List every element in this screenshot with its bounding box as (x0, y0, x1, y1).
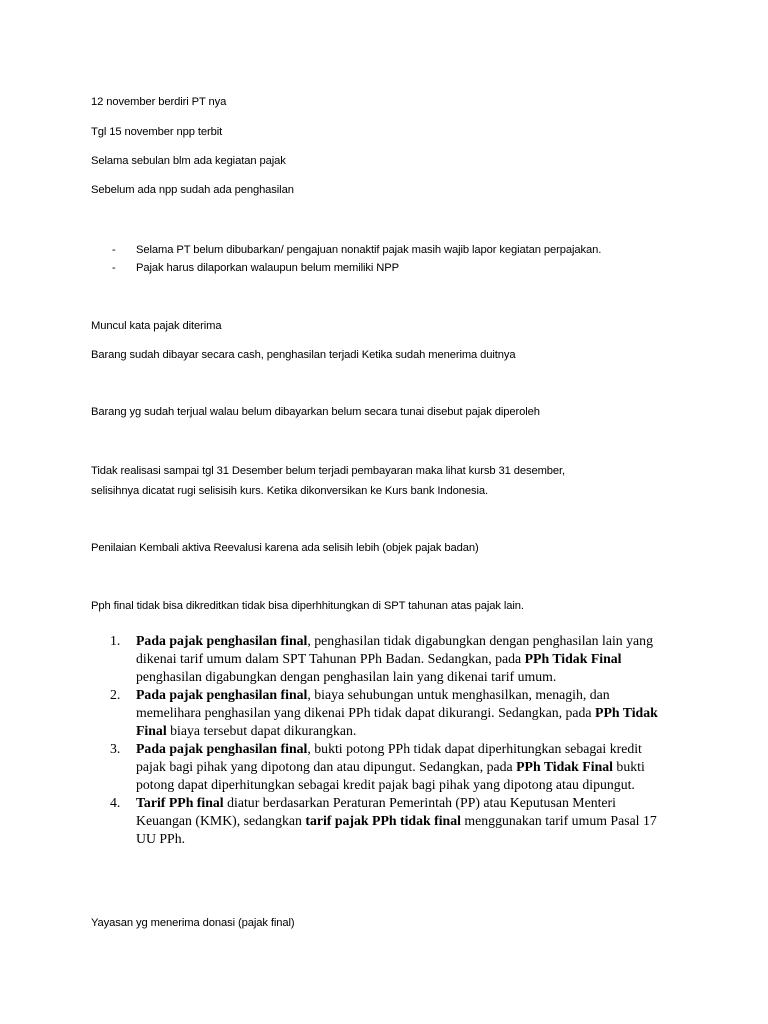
note-line: Tgl 15 november npp terbit (91, 126, 223, 138)
bold-term: Pada pajak penghasilan final (136, 741, 308, 756)
bold-term: PPh Tidak Final (524, 651, 622, 666)
paragraph-realisasi-cont: selisihnya dicatat rugi selisisih kurs. Ketika dikonversikan ke Kurs bank Indonesia. (91, 485, 489, 497)
bold-term: PPh Tidak Final (516, 759, 613, 774)
dash-bullet: - (112, 262, 116, 274)
bold-term: Pada pajak penghasilan final (136, 633, 308, 648)
dash-list-item (112, 259, 601, 277)
dash-list (112, 241, 601, 277)
item-text: menggunakan tarif umum Pasal 17 UU PPh. (136, 813, 657, 846)
numbered-list-item (110, 740, 670, 794)
paragraph-yayasan: Yayasan yg menerima donasi (pajak final) (91, 917, 295, 929)
dash-list-item (112, 241, 601, 259)
list-number: 1. (110, 633, 121, 648)
numbered-list (110, 632, 670, 848)
list-number: 2. (110, 687, 121, 702)
item-text: , penghasilan tidak digabungkan dengan penghasilan lain yang dikenai tarif umum dalam SPT Tahunan PPh Badan. Sedangkan, pada (136, 633, 653, 666)
item-text: biaya tersebut dapat dikurangkan. (166, 723, 357, 738)
numbered-list-item (110, 632, 670, 686)
list-number: 4. (110, 795, 121, 810)
paragraph-pph-final: Pph final tidak bisa dikreditkan tidak bisa diperhhitungkan di SPT tahunan atas pajak lain. (91, 600, 524, 612)
dash-bullet: - (112, 244, 116, 256)
bold-term: Tarif PPh final (136, 795, 224, 810)
bold-term: Pada pajak penghasilan final (136, 687, 308, 702)
item-text: penghasilan digabungkan dengan penghasilan lain yang dikenai tarif umum. (136, 669, 557, 684)
note-line: Selama sebulan blm ada kegiatan pajak (91, 155, 286, 167)
list-number: 3. (110, 741, 121, 756)
paragraph-barang-terjual: Barang yg sudah terjual walau belum dibayarkan belum secara tunai disebut pajak diperoleh (91, 406, 540, 418)
note-line: Sebelum ada npp sudah ada penghasilan (91, 184, 294, 196)
paragraph-muncul: Muncul kata pajak diterima (91, 320, 222, 332)
numbered-list-item (110, 794, 670, 848)
bold-term: PPh Tidak Final (136, 705, 658, 738)
item-text: diatur berdasarkan Peraturan Pemerintah (PP) atau Keputusan Menteri Keuangan (KMK), sedangkan (136, 795, 616, 828)
paragraph-penilaian: Penilaian Kembali aktiva Reevalusi karena ada selisih lebih (objek pajak badan) (91, 542, 479, 554)
dash-item-text: Selama PT belum dibubarkan/ pengajuan nonaktif pajak masih wajib lapor kegiatan perpajakan. (136, 244, 602, 256)
numbered-list-item (110, 686, 670, 740)
dash-item-text: Pajak harus dilaporkan walaupun belum memiliki NPP (136, 262, 400, 274)
paragraph-barang-cash: Barang sudah dibayar secara cash, penghasilan terjadi Ketika sudah menerima duitnya (91, 349, 516, 361)
item-text: , bukti potong PPh tidak dapat diperhitungkan sebagai kredit pajak bagi pihak yang dipotong dan atau dipungut. Sedangkan, pada (136, 741, 642, 774)
bold-term: tarif pajak PPh tidak final (305, 813, 461, 828)
note-line: 12 november berdiri PT nya (91, 96, 227, 108)
item-text: bukti potong dapat diperhitungkan sebagai kredit pajak bagi pihak yang dipotong atau dipungut. (136, 759, 645, 792)
paragraph-realisasi: Tidak realisasi sampai tgl 31 Desember belum terjadi pembayaran maka lihat kursb 31 desember, (91, 465, 566, 477)
item-text: , biaya sehubungan untuk menghasilkan, menagih, dan memelihara penghasilan yang dikenai PPh tidak dapat dikurangi. Sedangkan, pada (136, 687, 610, 720)
